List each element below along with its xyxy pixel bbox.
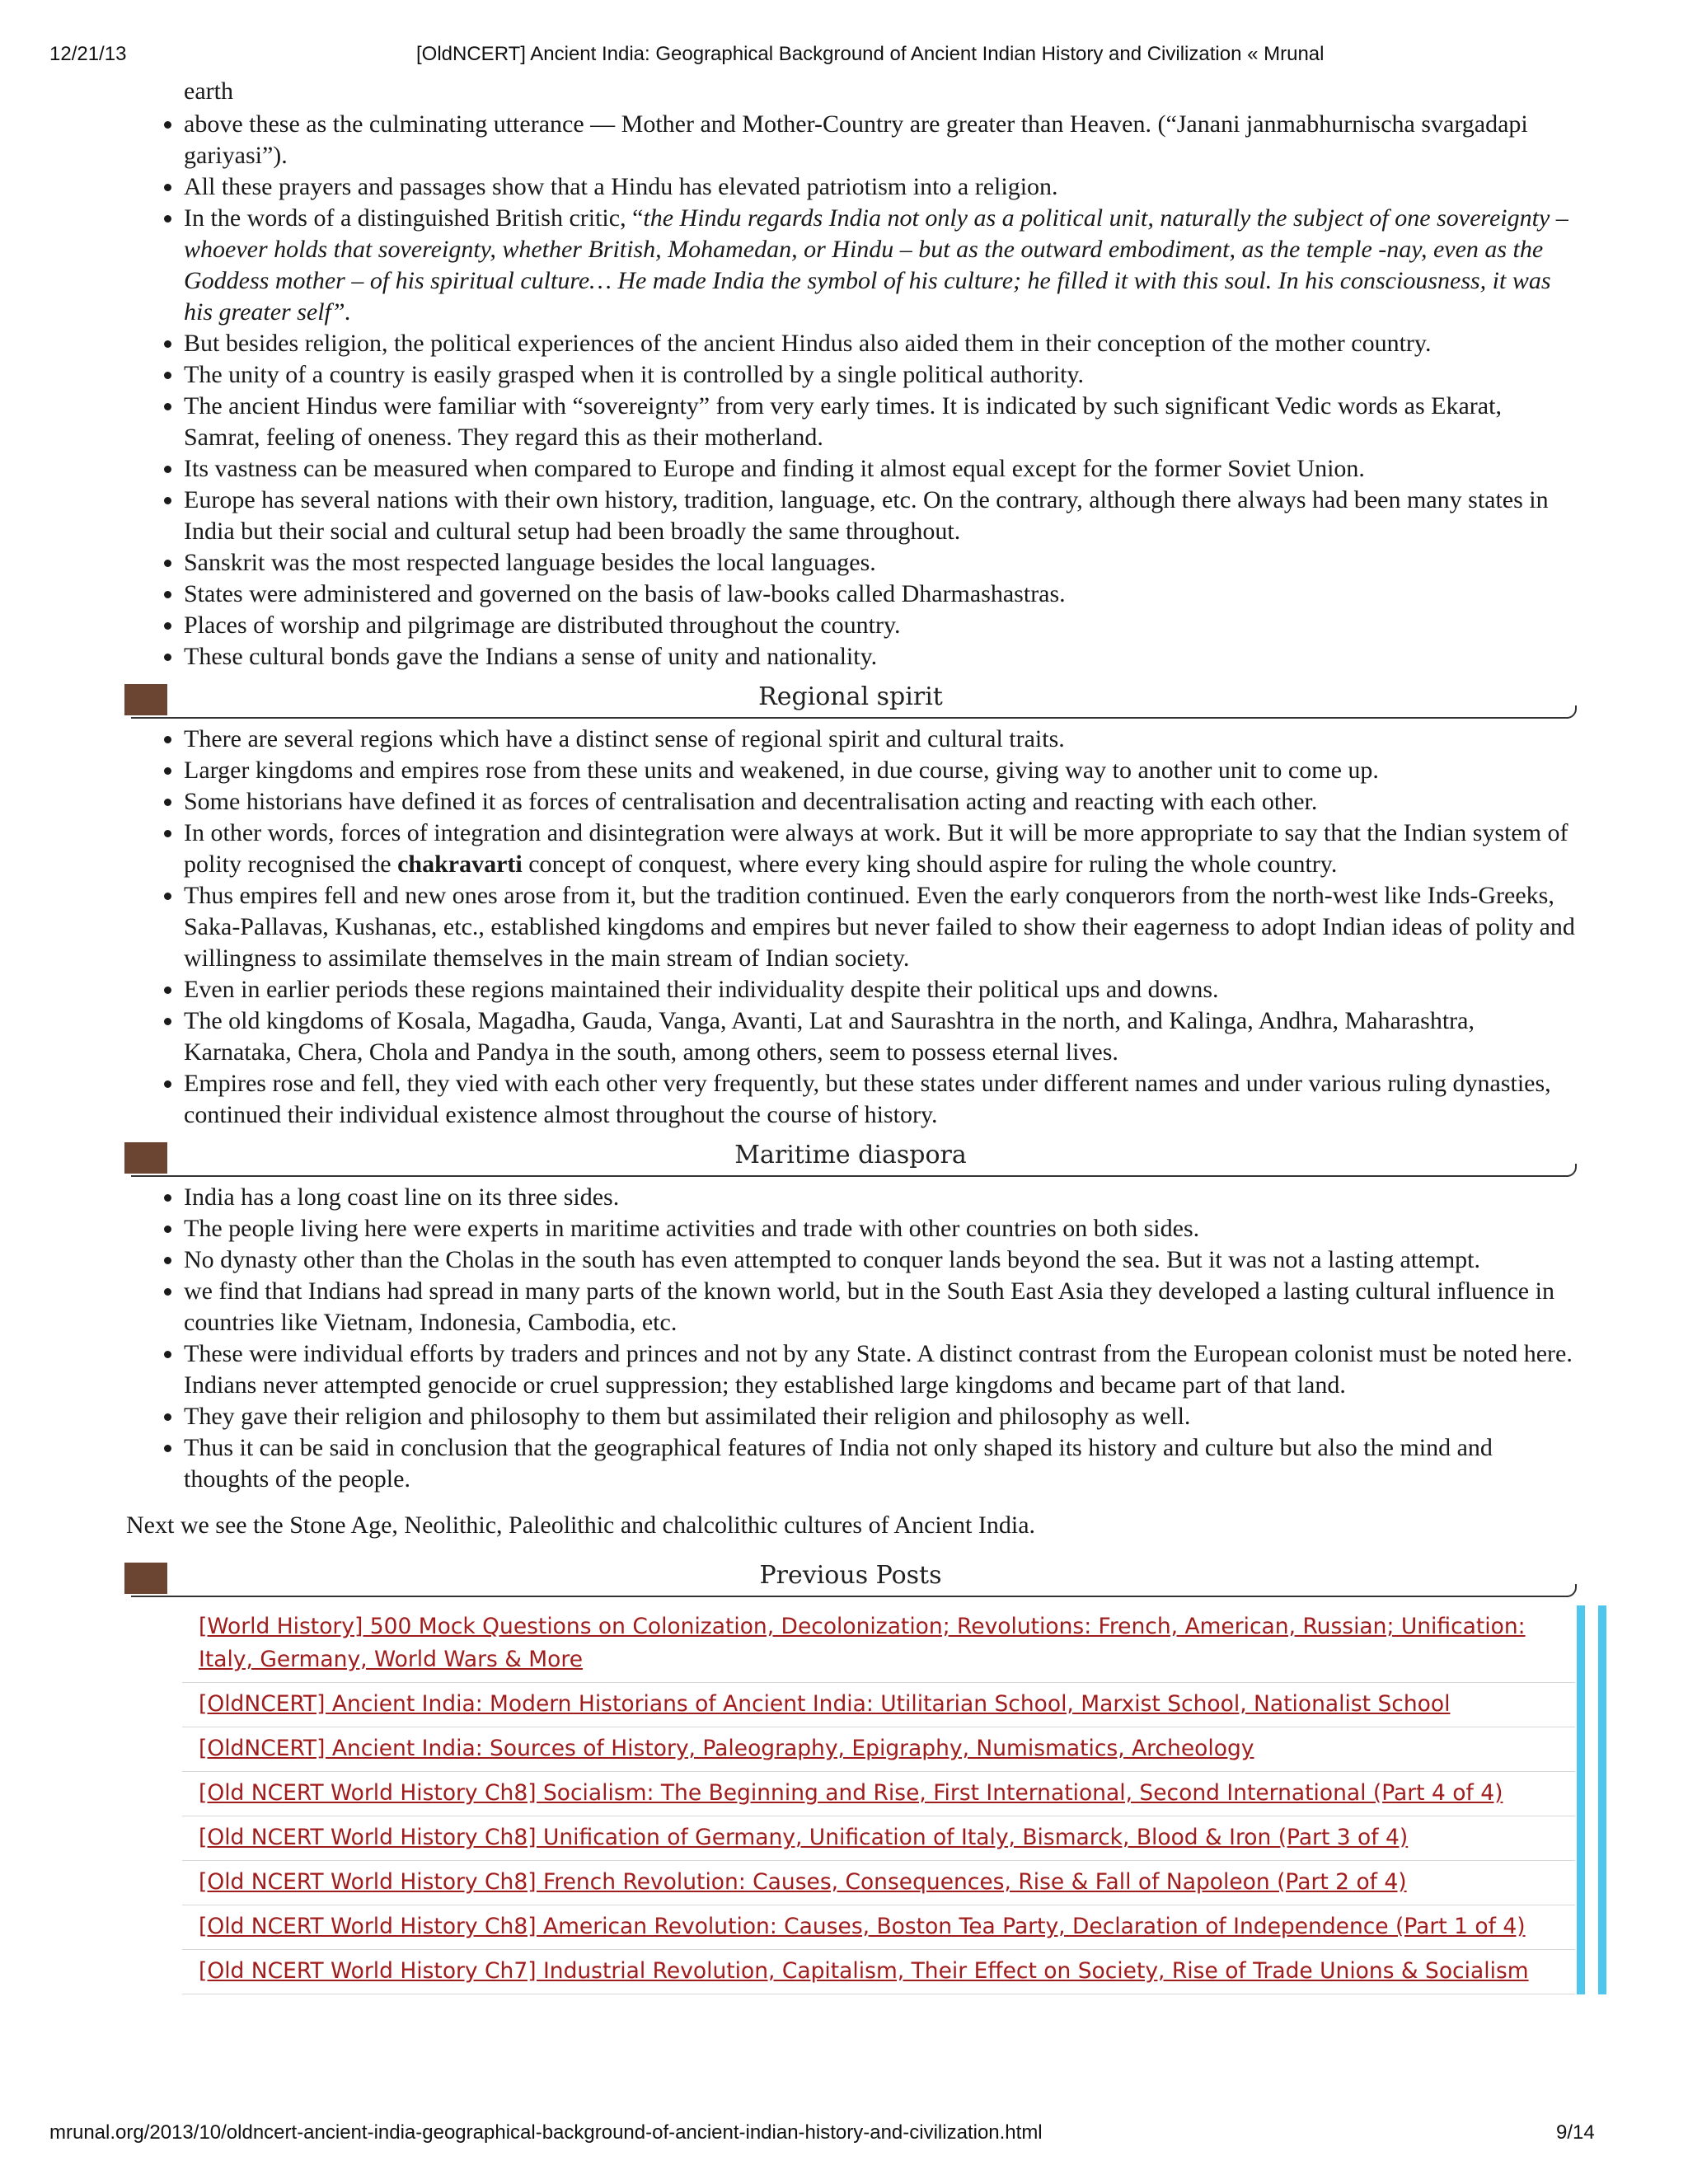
scrollbar-thumb[interactable] [1598, 1605, 1606, 1994]
previous-post-link[interactable]: [OldNCERT] Ancient India: Sources of History, Paleography, Epigraphy, Numismatics, Archeology [199, 1736, 1254, 1761]
list-item: • States were administered and governed on the basis of law-books called Dharmashastras. [184, 579, 1577, 610]
list-item [182, 1605, 1575, 1683]
list-item [182, 1683, 1575, 1727]
list-item-critic-quote [184, 203, 1577, 328]
maritime-list [126, 1182, 1577, 1495]
list-item: • The unity of a country is easily grasped when it is controlled by a single political authority. [184, 359, 1577, 391]
section-title: Previous Posts [759, 1561, 942, 1590]
list-item [182, 1950, 1575, 1994]
heading-rule [131, 717, 1568, 719]
list-item: • There are several regions which have a distinct sense of regional spirit and cultural traits. [184, 724, 1577, 755]
list-item: • These were individual efforts by traders and princes and not by any State. A distinct contrast from the European colonist must be noted here. Indians never attempted genocide or cruel suppression; they established large kingdoms and became part of that land. [184, 1338, 1577, 1401]
print-header [0, 43, 1688, 71]
list-item: • But besides religion, the political experiences of the ancient Hindus also aided them in their conception of the mother country. [184, 328, 1577, 359]
print-page-title: [OldNCERT] Ancient India: Geographical Background of Ancient Indian History and Civilization « Mrunal [416, 43, 1325, 65]
list-item: • Empires rose and fell, they vied with each other very frequently, but these states under different names and under various ruling dynasties, continued their individual existence almost throughout the course of history. [184, 1068, 1577, 1131]
previous-post-link[interactable]: [Old NCERT World History Ch7] Industrial Revolution, Capitalism, Their Effect on Society, Rise of Trade Unions & Socialism [199, 1958, 1529, 1984]
scrollbar-track[interactable] [1577, 1605, 1585, 1994]
list-item [182, 1816, 1575, 1861]
critic-quote: the Hindu regards India not only as a political unit, naturally the subject of one sovereignty – whoever holds that sovereignty, whether British, Mohamedan, or Hindu – but as the outward embodiment, as the temple -nay, even as the Goddess mother – of his spiritual culture… He made India the symbol of his culture; he filled it with this soul. In his consciousness, it was his greater self”. [184, 204, 1568, 326]
list-item: • above these as the culminating utterance — Mother and Mother-Country are greater than Heaven. (“Janani janmabhurnischa svargadapi gariyasi”). [184, 109, 1577, 171]
list-item-chakravarti [184, 818, 1577, 880]
list-item: • These cultural bonds gave the Indians a sense of unity and nationality. [184, 641, 1577, 673]
intro-list [126, 109, 1577, 673]
section-heading-regional-spirit [124, 681, 1577, 720]
previous-post-link[interactable]: [World History] 500 Mock Questions on Colonization, Decolonization; Revolutions: French, American, Russian; Unification: Italy, Germany, World Wars & More [199, 1614, 1526, 1672]
list-item [182, 1905, 1575, 1950]
list-item: • India has a long coast line on its three sides. [184, 1182, 1577, 1213]
heading-rule [131, 1175, 1568, 1177]
section-heading-maritime-diaspora [124, 1139, 1577, 1179]
section-heading-previous-posts [124, 1559, 1577, 1599]
previous-post-link[interactable]: [Old NCERT World History Ch8] Unification of Germany, Unification of Italy, Bismarck, Blood & Iron (Part 3 of 4) [199, 1825, 1409, 1850]
list-item [182, 1861, 1575, 1905]
continued-text: earth [184, 77, 233, 105]
chakra-text-before: In other words, forces of integration and disintegration were always at work. But it will be more appropriate to say that the Indian system of polity recognised the [184, 819, 1568, 878]
chakra-text-after: concept of conquest, where every king should aspire for ruling the whole country. [522, 851, 1338, 878]
list-item: • Places of worship and pilgrimage are distributed throughout the country. [184, 610, 1577, 641]
previous-post-link[interactable]: [Old NCERT World History Ch8] American Revolution: Causes, Boston Tea Party, Declaration of Independence (Part 1 of 4) [199, 1914, 1526, 1939]
chakra-bold-term: chakravarti [397, 851, 523, 878]
list-item: • Sanskrit was the most respected language besides the local languages. [184, 547, 1577, 579]
list-item: • Europe has several nations with their own history, tradition, language, etc. On the contrary, although there always had been many states in India but their social and cultural setup had been broadly the same throughout. [184, 485, 1577, 547]
list-item: • The people living here were experts in maritime activities and trade with other countries on both sides. [184, 1213, 1577, 1244]
list-item: • Thus empires fell and new ones arose from it, but the tradition continued. Even the early conquerors from the north-west like Inds-Greeks, Saka-Pallavas, Kushanas, etc., established kingdoms and empires but never failed to show their eagerness to adopt Indian ideas of polity and willingness to assimilate themselves in the main stream of Indian society. [184, 880, 1577, 974]
regional-list [126, 724, 1577, 1131]
list-item: • The ancient Hindus were familiar with “sovereignty” from very early times. It is indicated by such significant Vedic words as Ekarat, Samrat, feeling of oneness. They regard this as their motherland. [184, 391, 1577, 453]
page-url: mrunal.org/2013/10/oldncert-ancient-india-geographical-background-of-ancient-indian-history-and-civilization.html [49, 2121, 1043, 2144]
previous-post-link[interactable]: [Old NCERT World History Ch8] French Revolution: Causes, Consequences, Rise & Fall of Napoleon (Part 2 of 4) [199, 1869, 1407, 1895]
heading-rule [131, 1596, 1568, 1597]
list-item: • Even in earlier periods these regions maintained their individuality despite their political ups and downs. [184, 974, 1577, 1005]
list-item: • Thus it can be said in conclusion that the geographical features of India not only shaped its history and culture but also the mind and thoughts of the people. [184, 1432, 1577, 1495]
section-title: Maritime diaspora [734, 1141, 967, 1169]
print-date: 12/21/13 [49, 43, 127, 65]
list-item: • All these prayers and passages show that a Hindu has elevated patriotism into a religion. [184, 171, 1577, 203]
list-item: • we find that Indians had spread in many parts of the known world, but in the South East Asia they developed a lasting cultural influence in countries like Vietnam, Indonesia, Cambodia, etc. [184, 1276, 1577, 1338]
list-item: • Some historians have defined it as forces of centralisation and decentralisation acting and reacting with each other. [184, 786, 1577, 818]
previous-post-link[interactable]: [OldNCERT] Ancient India: Modern Historians of Ancient India: Utilitarian School, Marxist School, Nationalist School [199, 1691, 1451, 1717]
page-number: 9/14 [1556, 2121, 1595, 2144]
previous-posts-list [182, 1605, 1575, 1994]
list-item: • Its vastness can be measured when compared to Europe and finding it almost equal except for the former Soviet Union. [184, 453, 1577, 485]
article-content [126, 76, 1577, 1994]
critic-lead: In the words of a distinguished British critic, “ [184, 204, 644, 232]
list-item: • Larger kingdoms and empires rose from these units and weakened, in due course, giving way to another unit to come up. [184, 755, 1577, 786]
previous-post-link[interactable]: [Old NCERT World History Ch8] Socialism: The Beginning and Rise, First International, Second International (Part 4 of 4) [199, 1780, 1503, 1806]
section-title: Regional spirit [758, 682, 943, 711]
next-topic-note: Next we see the Stone Age, Neolithic, Paleolithic and chalcolithic cultures of Ancient India. [126, 1511, 1036, 1539]
list-item [182, 1727, 1575, 1772]
list-item [182, 1772, 1575, 1816]
list-item: • The old kingdoms of Kosala, Magadha, Gauda, Vanga, Avanti, Lat and Saurashtra in the north, and Kalinga, Andhra, Maharashtra, Karnataka, Chera, Chola and Pandya in the south, among others, seem to possess eternal lives. [184, 1005, 1577, 1068]
list-item: • No dynasty other than the Cholas in the south has even attempted to conquer lands beyond the sea. But it was not a lasting attempt. [184, 1244, 1577, 1276]
list-item: • They gave their religion and philosophy to them but assimilated their religion and philosophy as well. [184, 1401, 1577, 1432]
